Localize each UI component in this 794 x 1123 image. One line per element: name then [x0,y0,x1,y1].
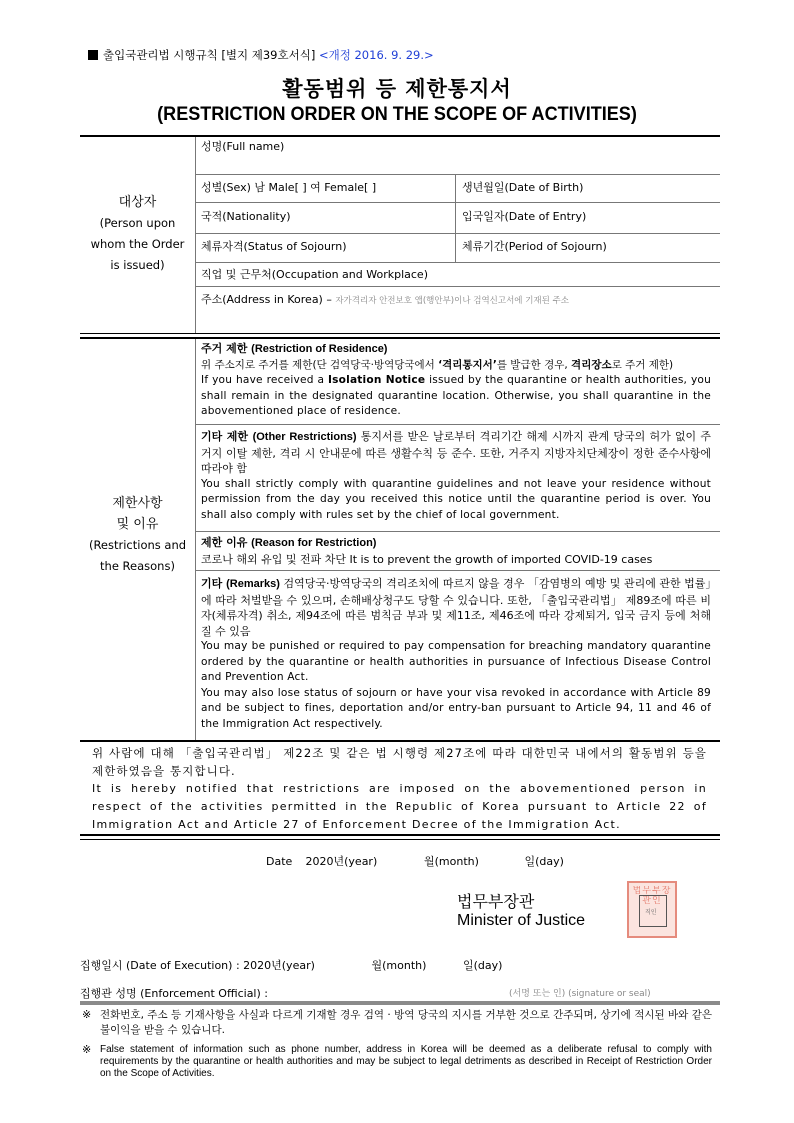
row-divider [195,233,720,234]
reference-mark-icon: ※ [82,1044,92,1056]
page-title-english: (RESTRICTION ORDER ON THE SCOPE OF ACTIVITIES) [157,104,637,125]
restrictions-side-label [80,493,195,577]
footnote-english [82,1044,712,1080]
remarks-heading [201,577,280,590]
date-of-birth-field[interactable]: 생년월일(Date of Birth) [462,181,584,194]
remarks-ko-body: 검역당국·방역당국의 격리조치에 따르지 않을 경우 「감염병의 예방 및 관리에 관한 법률」에 따라 처벌받을 수 있으며, 손해배상청구도 당할 수 있습니다. 또한, 「출입국관리법」 제89조에 따른 비자(체류자격) 취소, 제94조에 따른 범칙금 부과 및 제11조, 제46조에 따라 강제퇴거, 입국 금지 등에 처해 질 수 있음 [201,577,711,638]
restrictions-divider [195,339,196,740]
section-divider-double [80,337,720,339]
execution-month[interactable]: 월(month) [371,959,427,972]
notice-text-ko: 위 사람에 대해 「출입국관리법」 제22조 및 같은 법 시행령 제27조에 따라 대한민국 내에서의 활동범위 등을 제한하였음을 통지합니다. [92,746,707,778]
footnote-english-text: False statement of information such as phone number, address in Korea will be deemed as a deliberate refusal to comply with requirements by the quarantine or health authorities and may be subject to legal detriments as described in Receipt of Restriction Order on the Scope of Activities. [100,1044,712,1079]
row-divider [195,531,720,532]
footnote-korean [82,1008,712,1038]
residence-ko-part: 위 주소지로 주거를 제한(단 검역당국·방역당국에서 [201,358,439,371]
revision-date: <개정 2016. 9. 29.> [318,48,434,62]
other-heading-ko: 기타 제한 [201,430,253,443]
reason-section [201,535,711,567]
section-divider-double [80,333,720,334]
reason-heading-en: (Reason for Restriction) [251,537,377,549]
official-seal-icon [627,881,677,938]
execution-day[interactable]: 일(day) [463,959,503,972]
subject-label-ko: 대상자 [118,195,157,210]
remarks-section [201,576,711,732]
issuer-english: Minister of Justice [457,912,586,929]
remarks-text-en-2: You may also lose status of sojourn or have your visa revoked in accordance with Article 89 and be subject to fines, deportation and/or entry-ban pursuant to Article 94, 11 and 46 of the Immigration Act respectively. [201,686,711,730]
row-divider [195,286,720,287]
regulation-reference: 출입국관리법 시행규칙 [별지 제39호서식] [103,48,316,62]
issuer-korean: 법무부장관 [457,892,535,911]
seal-glyphs: 법무부장관인 [632,886,672,906]
address-hint: 자가격리자 안전보호 앱(행안부)이나 검역신고서에 기재된 주소 [335,296,569,306]
column-divider [455,174,456,262]
residence-ko-part: 로 주거 제한) [611,358,674,371]
subject-side-label [80,192,195,276]
row-divider [195,424,720,425]
row-divider [195,174,720,175]
reference-mark-icon: ※ [82,1008,92,1021]
notice-bottom-border [80,834,720,836]
date-of-entry-field[interactable]: 입국일자(Date of Entry) [462,210,587,223]
table-top-border [80,135,720,137]
execution-date-line [80,957,502,973]
reason-text: 코로나 해외 유입 및 전파 차단 It is to prevent the growth of imported COVID-19 cases [201,552,653,566]
full-name-field[interactable]: 성명(Full name) [201,140,285,153]
occupation-field[interactable]: 직업 및 근무처(Occupation and Workplace) [201,268,428,281]
remarks-heading-en: (Remarks) [226,578,280,590]
isolation-place-ko: 격리장소 [571,358,612,371]
restrictions-label-ko-1: 제한사항 [112,496,163,511]
reason-heading-ko: 제한 이유 [201,536,252,549]
subject-label-en-1: (Person upon [99,216,176,230]
subject-label-en-2: whom the Order [90,237,185,251]
square-bullet-icon [88,50,98,60]
subject-label-en-3: is issued) [110,258,165,272]
residence-restriction-section [201,341,711,420]
notice-text-en: It is hereby notified that restrictions are imposed on the abovementioned person in respect of the activities permitted in the Republic of Korea pursuant to Article 22 of Immigration Act and Article 27 of Enforcement Decree of the Immigration Act. [92,782,707,831]
other-heading-en: (Other Restrictions) [252,431,357,443]
notice-block [92,744,707,834]
row-divider [195,262,720,263]
remarks-text-en-1: You may be punished or required to pay compensation for breaching mandatory quarantine ordered by the quarantine or health authorities in pursuance of Infectious Disease Control and Prevention Act. [201,640,711,683]
other-restrictions-section [201,429,711,523]
date-year[interactable]: 2020년(year) [305,855,378,868]
address-field[interactable] [201,291,569,307]
row-divider [195,202,720,203]
notice-top-border [80,740,720,742]
residence-text-ko [201,358,711,374]
date-label: Date [266,855,293,868]
other-restrictions-heading [201,430,357,443]
form-header [88,47,434,63]
other-restrictions-text-ko [201,429,711,477]
residence-heading-en: (Restriction of Residence) [251,343,388,355]
other-ko-body: 통지서를 받은 날로부터 격리기간 해제 시까지 관계 당국의 허가 없이 주거지 이탈 제한, 격리 시 안내문에 따른 생활수칙 등 준수. 또한, 거주지 지방자치단체장이 정한 준수사항에 따라야 함 [201,430,711,475]
remarks-heading-ko: 기타 [201,577,227,590]
isolation-notice-en: Isolation Notice [327,374,426,386]
execution-date-label[interactable]: 집행일시 (Date of Execution) : 2020년(year) [80,959,315,972]
signature-hint: (서명 또는 인) (signature or seal) [509,989,651,999]
date-day[interactable]: 일(day) [524,855,564,868]
subject-divider [195,137,196,333]
footnote-korean-text: 전화번호, 주소 등 기재사항을 사실과 다르게 기재할 경우 검역 · 방역 당국의 지시를 거부한 것으로 간주되며, 상기에 적시된 바와 같은 불이익을 받을 수 있습니다. [100,1009,712,1036]
restrictions-label-ko-2: 및 이유 [116,517,159,532]
page-title-korean: 활동범위 등 제한통지서 [282,77,512,101]
other-restrictions-text-en: You shall strictly comply with quarantine guidelines and not leave your residence without permission from the day you received this notice until the quarantine period is over. You shall also comply with rules set by the chief of local government. [201,477,711,521]
restrictions-label-en-1: (Restrictions and [88,538,187,552]
date-month[interactable]: 월(month) [424,855,479,868]
reason-heading [201,535,711,552]
status-of-sojourn-field[interactable]: 체류자격(Status of Sojourn) [201,240,347,253]
residence-en-part: If you have received a [201,374,328,386]
isolation-notice-ko: ‘격리통지서’ [438,358,497,371]
period-of-sojourn-field[interactable]: 체류기간(Period of Sojourn) [462,240,607,253]
row-divider [195,570,720,571]
sex-field[interactable]: 성별(Sex) 남 Male[ ] 여 Female[ ] [201,181,377,194]
issue-date-line [266,853,564,869]
nationality-field[interactable]: 국적(Nationality) [201,210,291,223]
remarks-text-ko [201,576,711,639]
residence-text-en [201,373,711,420]
restrictions-label-en-2: the Reasons) [100,559,175,573]
residence-ko-part: 를 발급한 경우, [496,358,572,371]
residence-heading [201,341,711,358]
address-label: 주소(Address in Korea) – [201,293,336,306]
residence-en-part: issued by the quarantine or health authorities, you shall remain in the designated quarantine location. Otherwise, you shall quarantine in the abovementioned place of residence. [201,374,712,417]
notice-bottom-border [80,839,720,840]
residence-heading-ko: 주거 제한 [201,342,252,355]
seal-tag: 직인 [645,909,657,916]
enforcement-official-field[interactable]: 집행관 성명 (Enforcement Official) : [80,987,268,1000]
footnote-divider [80,1001,720,1005]
